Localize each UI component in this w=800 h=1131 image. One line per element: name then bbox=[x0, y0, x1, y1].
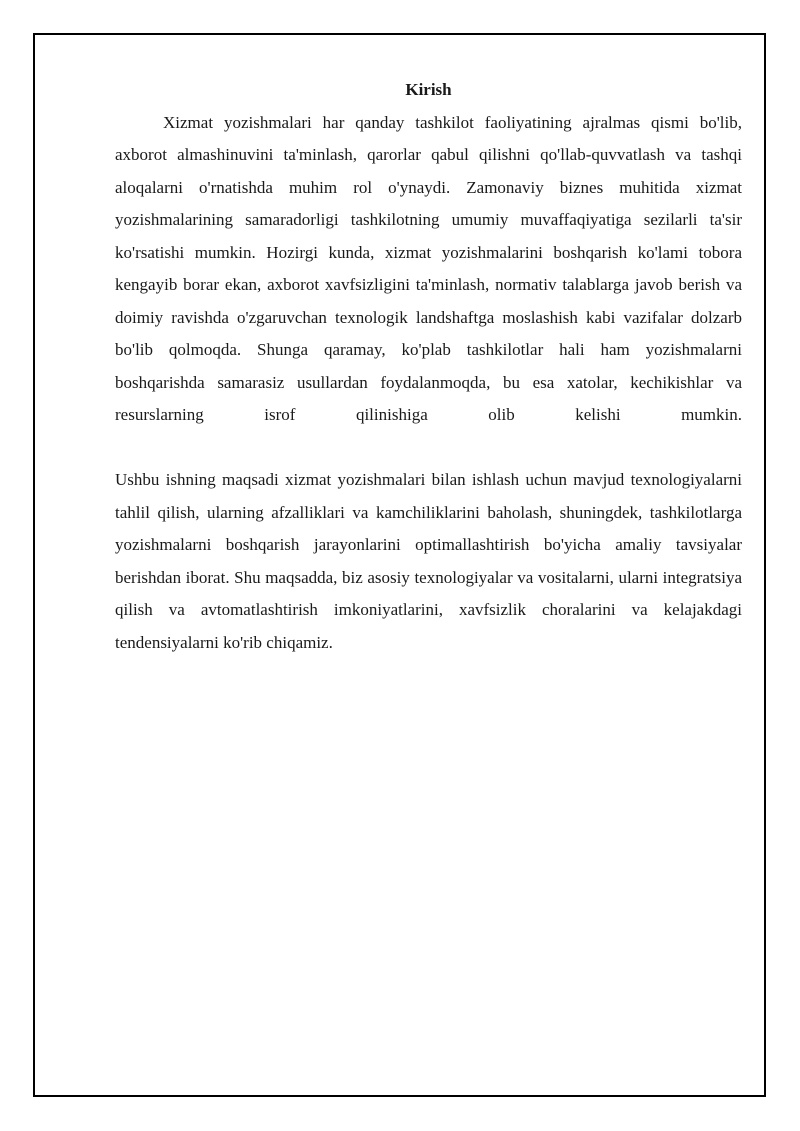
paragraph-spacer bbox=[115, 432, 742, 465]
intro-paragraph-1: Xizmat yozishmalari har qanday tashkilot faoliyatining ajralmas qismi bo'lib, axborot almashinuvini ta'minlash, qarorlar qabul qilishni qo'llab-quvvatlash va tashqi aloqalarni o'rnatishda muhim rol o'ynaydi. Zamonaviy biznes muhitida xizmat yozishmalarining samaradorligi tashkilotning umumiy muvaffaqiyatiga sezilarli ta'sir ko'rsatishi mumkin. Hozirgi kunda, xizmat yozishmalarini boshqarish ko'lami tobora kengayib borar ekan, axborot xavfsizligini ta'minlash, normativ talablarga javob berish va doimiy ravishda o'zgaruvchan texnologik landshaftga moslashish kabi vazifalar dolzarb bo'lib qolmoqda. Shunga qaramay, ko'plab tashkilotlar hali ham yozishmalarni boshqarishda samarasiz usullardan foydalanmoqda, bu esa xatolar, kechikishlar va resurslarning isrof qilinishiga olib kelishi mumkin. bbox=[115, 112, 742, 424]
document-body bbox=[115, 74, 742, 659]
document-title: Kirish bbox=[405, 80, 452, 99]
intro-paragraph-2: Ushbu ishning maqsadi xizmat yozishmalari bilan ishlash uchun mavjud texnologiyalarni tahlil qilish, ularning afzalliklari va kamchiliklarini baholash, shuningdek, tashkilotlarga yozishmalarni boshqarish jarayonlarini optimallashtirish bo'yicha amaliy tavsiyalar berishdan iborat. Shu maqsadda, biz asosiy texnologiyalar va vositalarni, ularni integratsiya qilish va avtomatlashtirish imkoniyatlarini, xavfsizlik choralarini va kelajakdagi tendensiyalarni ko'rib chiqamiz. bbox=[115, 470, 742, 652]
